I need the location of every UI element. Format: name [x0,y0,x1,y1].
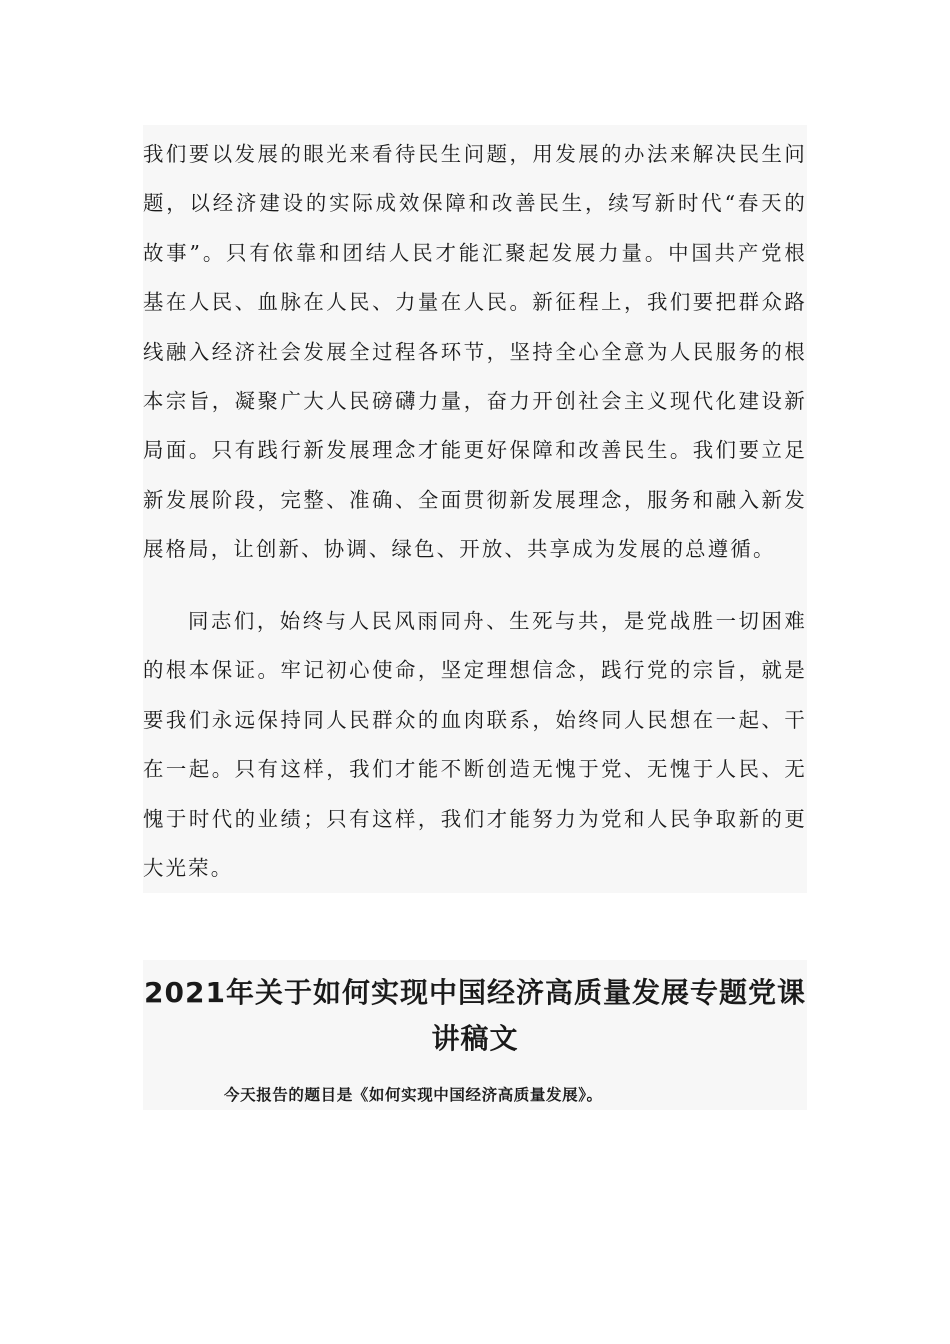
article-title-continued: 讲稿文 [431,1022,519,1055]
body-text-block [143,125,807,893]
next-article-block [143,960,807,1110]
body-paragraph: 我们要以发展的眼光来看待民生问题，用发展的办法来解决民生问题，以经济建设的实际成效保障和改善民生，续写新时代“春天的故事”。只有依靠和团结人民才能汇聚起发展力量。中国共产党根基在人民、血脉在人民、力量在人民。新征程上，我们要把群众路线融入经济社会发展全过程各环节，坚持全心全意为人民服务的根本宗旨，凝聚广大人民磅礴力量，奋力开创社会主义现代化建设新局面。只有践行新发展理念才能更好保障和改善民生。我们要立足新发展阶段，完整、准确、全面贯彻新发展理念，服务和融入新发展格局，让创新、协调、绿色、开放、共享成为发展的总遵循。 [143,142,807,562]
article-intro: 今天报告的题目是《如何实现中国经济高质量发展》。 [224,1085,603,1104]
body-paragraph: 同志们，始终与人民风雨同舟、生死与共，是党战胜一切困难的根本保证。牢记初心使命，坚定理想信念，践行党的宗旨，就是要我们永远保持同人民群众的血肉联系，始终同人民想在一起、干在一起。只有这样，我们才能不断创造无愧于党、无愧于人民、无愧于时代的业绩；只有这样，我们才能努力为党和人民争取新的更大光荣。 [143,609,807,881]
article-title: 2021年关于如何实现中国经济高质量发展专题党课 [144,976,806,1009]
